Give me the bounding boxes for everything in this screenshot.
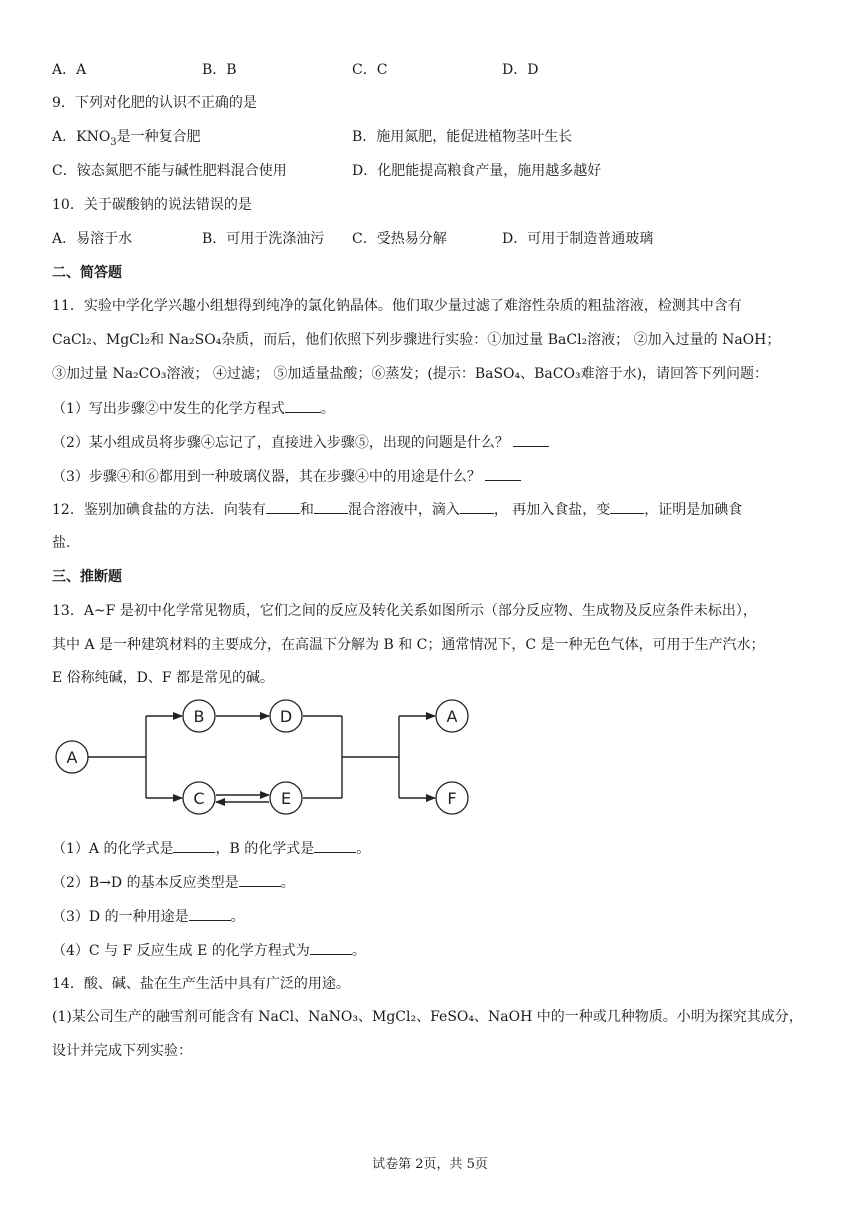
page-footer: 试卷第 2页，共 5页	[372, 1157, 488, 1172]
section-heading-inference: 三、推断题	[52, 569, 122, 585]
answer-blank[interactable]	[513, 432, 549, 447]
q11-sub-3: （3）步骤④和⑥都用到一种玻璃仪器，其在步骤④中的用途是什么？	[52, 466, 521, 487]
q12-line-2: 盐．	[52, 535, 80, 551]
answer-blank[interactable]	[266, 499, 300, 514]
q9-stem: 9．下列对化肥的认识不正确的是	[52, 95, 257, 111]
q13-sub-2: （2）B→D 的基本反应类型是 。	[52, 872, 295, 893]
q8-option-b: B．B	[202, 62, 237, 78]
q9-option-d: D．化肥能提高粮食产量，施用越多越好	[352, 163, 602, 179]
q8-option-c: C．C	[352, 62, 388, 78]
q14-line-2: (1)某公司生产的融雪剂可能含有 NaCl、NaNO₃、MgCl₂、FeSO₄、NaOH 中的一种或几种物质。小明为探究其成分，	[52, 1009, 803, 1025]
q9-option-c: C．铵态氮肥不能与碱性肥料混合使用	[52, 163, 287, 179]
node-label: E	[280, 789, 292, 808]
q13-line-2: 其中 A 是一种建筑材料的主要成分，在高温下分解为 B 和 C；通常情况下，C 是一种无色气体，可用于生产汽水；	[52, 637, 765, 653]
answer-blank[interactable]	[485, 466, 521, 481]
q12-line-1: 12．鉴别加碘食盐的方法．向装有 和 混合溶液中，滴入 ， 再加入食盐，变 ，证明是加碘食	[52, 499, 742, 520]
q9-option-a: A．$KNO_3$是一种复合肥	[52, 129, 201, 148]
q10-stem: 10．关于碳酸钠的说法错误的是	[52, 197, 252, 213]
section-heading-short-answer: 二、简答题	[52, 265, 122, 281]
answer-blank[interactable]	[314, 838, 356, 853]
answer-blank[interactable]	[310, 940, 352, 955]
q14-line-3: 设计并完成下列实验：	[52, 1043, 192, 1059]
q13-sub-4: （4）C 与 F 反应生成 E 的化学方程式为 。	[52, 940, 366, 961]
q10-option-b: B．可用于洗涤油污	[202, 231, 325, 247]
q13-line-3: E 俗称纯碱，D、F 都是常见的碱。	[52, 670, 275, 686]
node-label: A	[446, 707, 458, 726]
q13-sub-3: （3）D 的一种用途是 。	[52, 906, 245, 927]
node-label: D	[279, 707, 293, 726]
q10-option-d: D．可用于制造普通玻璃	[502, 231, 654, 247]
q13-sub-1: （1）A 的化学式是 ，B 的化学式是 。	[52, 838, 370, 859]
answer-blank[interactable]	[610, 499, 644, 514]
reaction-diagram	[55, 698, 475, 824]
answer-blank[interactable]	[314, 499, 348, 514]
q11-line-2: CaCl₂、MgCl₂和 Na₂SO₄杂质，而后，他们依照下列步骤进行实验：①加过量 BaCl₂溶液； ②加入过量的 NaOH；	[52, 332, 781, 348]
q11-line-1: 11．实验中学化学兴趣小组想得到纯净的氯化钠晶体。他们取少量过滤了难溶性杂质的粗盐溶液，检测其中含有	[52, 298, 742, 314]
node-label: A	[66, 748, 78, 767]
answer-blank[interactable]	[285, 398, 321, 413]
answer-blank[interactable]	[460, 499, 494, 514]
q9-option-b: B．施用氮肥，能促进植物茎叶生长	[352, 129, 573, 145]
q11-line-3: ③加过量 Na₂CO₃溶液； ④过滤； ⑤加适量盐酸；⑥蒸发；(提示：BaSO₄、BaCO₃难溶于水)，请回答下列问题：	[52, 366, 769, 382]
q11-sub-1: （1）写出步骤②中发生的化学方程式 。	[52, 398, 335, 419]
answer-blank[interactable]	[239, 872, 281, 887]
answer-blank[interactable]	[173, 838, 215, 853]
q8-option-a: A．A	[52, 62, 87, 78]
q10-option-a: A．易溶于水	[52, 231, 133, 247]
answer-blank[interactable]	[189, 906, 231, 921]
q13-line-1: 13．A~F 是初中化学常见物质，它们之间的反应及转化关系如图所示（部分反应物、生成物及反应条件未标出），	[52, 603, 757, 619]
q8-option-d: D．D	[502, 62, 539, 78]
q11-sub-2: （2）某小组成员将步骤④忘记了，直接进入步骤⑤，出现的问题是什么？	[52, 432, 549, 453]
q14-line-1: 14．酸、碱、盐在生产生活中具有广泛的用途。	[52, 976, 350, 992]
q10-option-c: C．受热易分解	[352, 231, 447, 247]
node-label: B	[193, 707, 205, 726]
node-label: C	[193, 789, 205, 808]
node-label: F	[447, 789, 457, 808]
